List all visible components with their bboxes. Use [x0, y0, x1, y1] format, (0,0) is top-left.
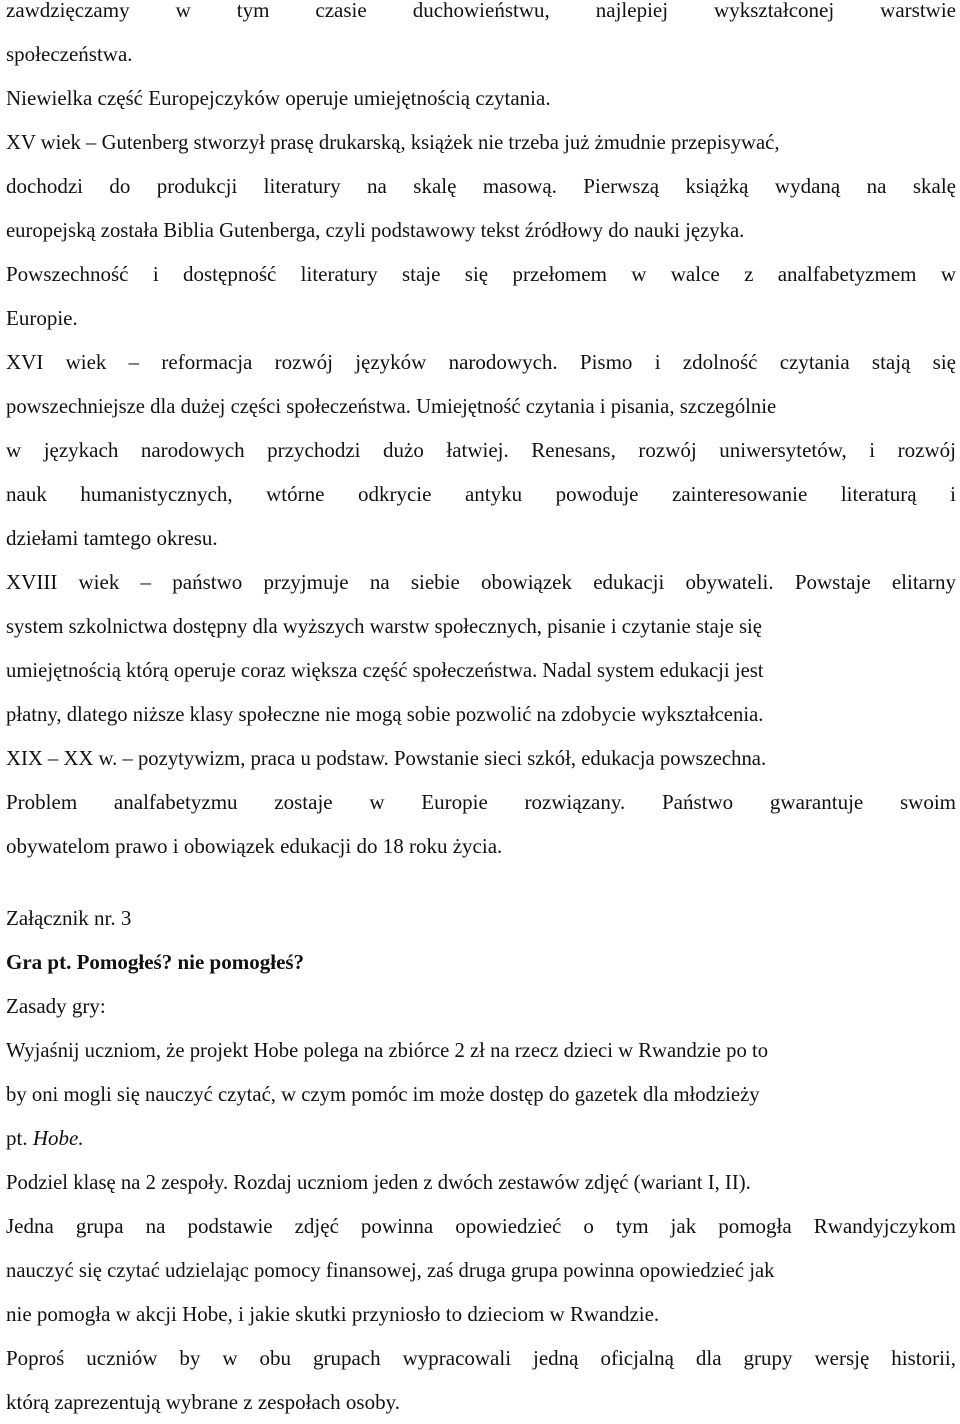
- text-line: Wyjaśnij uczniom, że projekt Hobe polega na zbiórce 2 zł na rzecz dzieci w Rwandzie po to: [6, 1038, 769, 1062]
- text-line: XVI wiek – reformacja rozwój języków narodowych. Pismo i zdolność czytania stają się: [6, 350, 956, 374]
- text-line: Jedna grupa na podstawie zdjęć powinna opowiedzieć o tym jak pomogła Rwandyjczykom: [6, 1214, 956, 1238]
- text-line: XV wiek – Gutenberg stworzył prasę drukarską, książek nie trzeba już żmudnie przepisywać,: [6, 130, 780, 154]
- text-line: Niewielka część Europejczyków operuje umiejętnością czytania.: [6, 86, 551, 110]
- text-line: europejską została Biblia Gutenberga, czyli podstawowy tekst źródłowy do nauki języka.: [6, 218, 745, 242]
- text-line: którą zaprezentują wybrane z zespołach osoby.: [6, 1390, 400, 1414]
- appendix-section: [6, 896, 956, 1424]
- history-section: [6, 0, 956, 868]
- game-title: Gra pt. Pomogłeś? nie pomogłeś?: [6, 950, 305, 974]
- text-line: nauk humanistycznych, wtórne odkrycie antyku powoduje zainteresowanie literaturą i: [6, 482, 956, 506]
- text-line: Powszechność i dostępność literatury staje się przełomem w walce z analfabetyzmem w: [6, 262, 956, 286]
- appendix-label: Załącznik nr. 3: [6, 906, 132, 930]
- text-line: społeczeństwa.: [6, 42, 133, 66]
- text-line: [6, 1116, 956, 1160]
- text-line: nie pomogła w akcji Hobe, i jakie skutki przyniosło to dzieciom w Rwandzie.: [6, 1302, 660, 1326]
- text-line: Europie.: [6, 306, 78, 330]
- section-spacer: [6, 868, 956, 896]
- text-line: Problem analfabetyzmu zostaje w Europie rozwiązany. Państwo gwarantuje swoim: [6, 790, 956, 814]
- text-line: nauczyć się czytać udzielając pomocy finansowej, zaś druga grupa powinna opowiedzieć jak: [6, 1258, 775, 1282]
- text-line: umiejętnością którą operuje coraz większa część społeczeństwa. Nadal system edukacji jest: [6, 658, 764, 682]
- text-line: Podziel klasę na 2 zespoły. Rozdaj uczniom jeden z dwóch zestawów zdjęć (wariant I, II).: [6, 1170, 751, 1194]
- text-line: dziełami tamtego okresu.: [6, 526, 218, 550]
- document-page: [6, 0, 956, 1424]
- hobe-prefix: pt.: [6, 1126, 33, 1150]
- rules-heading: Zasady gry:: [6, 994, 106, 1018]
- text-line: płatny, dlatego niższe klasy społeczne nie mogą sobie pozwolić na zdobycie wykształcenia.: [6, 702, 764, 726]
- text-line: powszechniejsze dla dużej części społeczeństwa. Umiejętność czytania i pisania, szczególnie: [6, 394, 777, 418]
- text-line: obywatelom prawo i obowiązek edukacji do 18 roku życia.: [6, 834, 503, 858]
- text-line: XVIII wiek – państwo przyjmuje na siebie obowiązek edukacji obywateli. Powstaje elitarny: [6, 570, 956, 594]
- text-line: Poproś uczniów by w obu grupach wypracowali jedną oficjalną dla grupy wersję historii,: [6, 1346, 956, 1370]
- text-line: system szkolnictwa dostępny dla wyższych warstw społecznych, pisanie i czytanie staje się: [6, 614, 762, 638]
- text-line: w językach narodowych przychodzi dużo łatwiej. Renesans, rozwój uniwersytetów, i rozwój: [6, 438, 956, 462]
- hobe-title: Hobe.: [32, 1126, 84, 1150]
- text-line: dochodzi do produkcji literatury na skalę masową. Pierwszą książką wydaną na skalę: [6, 174, 956, 198]
- text-line: zawdzięczamy w tym czasie duchowieństwu, najlepiej wykształconej warstwie: [6, 0, 956, 22]
- text-line: XIX – XX w. – pozytywizm, praca u podstaw. Powstanie sieci szkół, edukacja powszechna.: [6, 746, 767, 770]
- text-line: by oni mogli się nauczyć czytać, w czym pomóc im może dostęp do gazetek dla młodzieży: [6, 1082, 760, 1106]
